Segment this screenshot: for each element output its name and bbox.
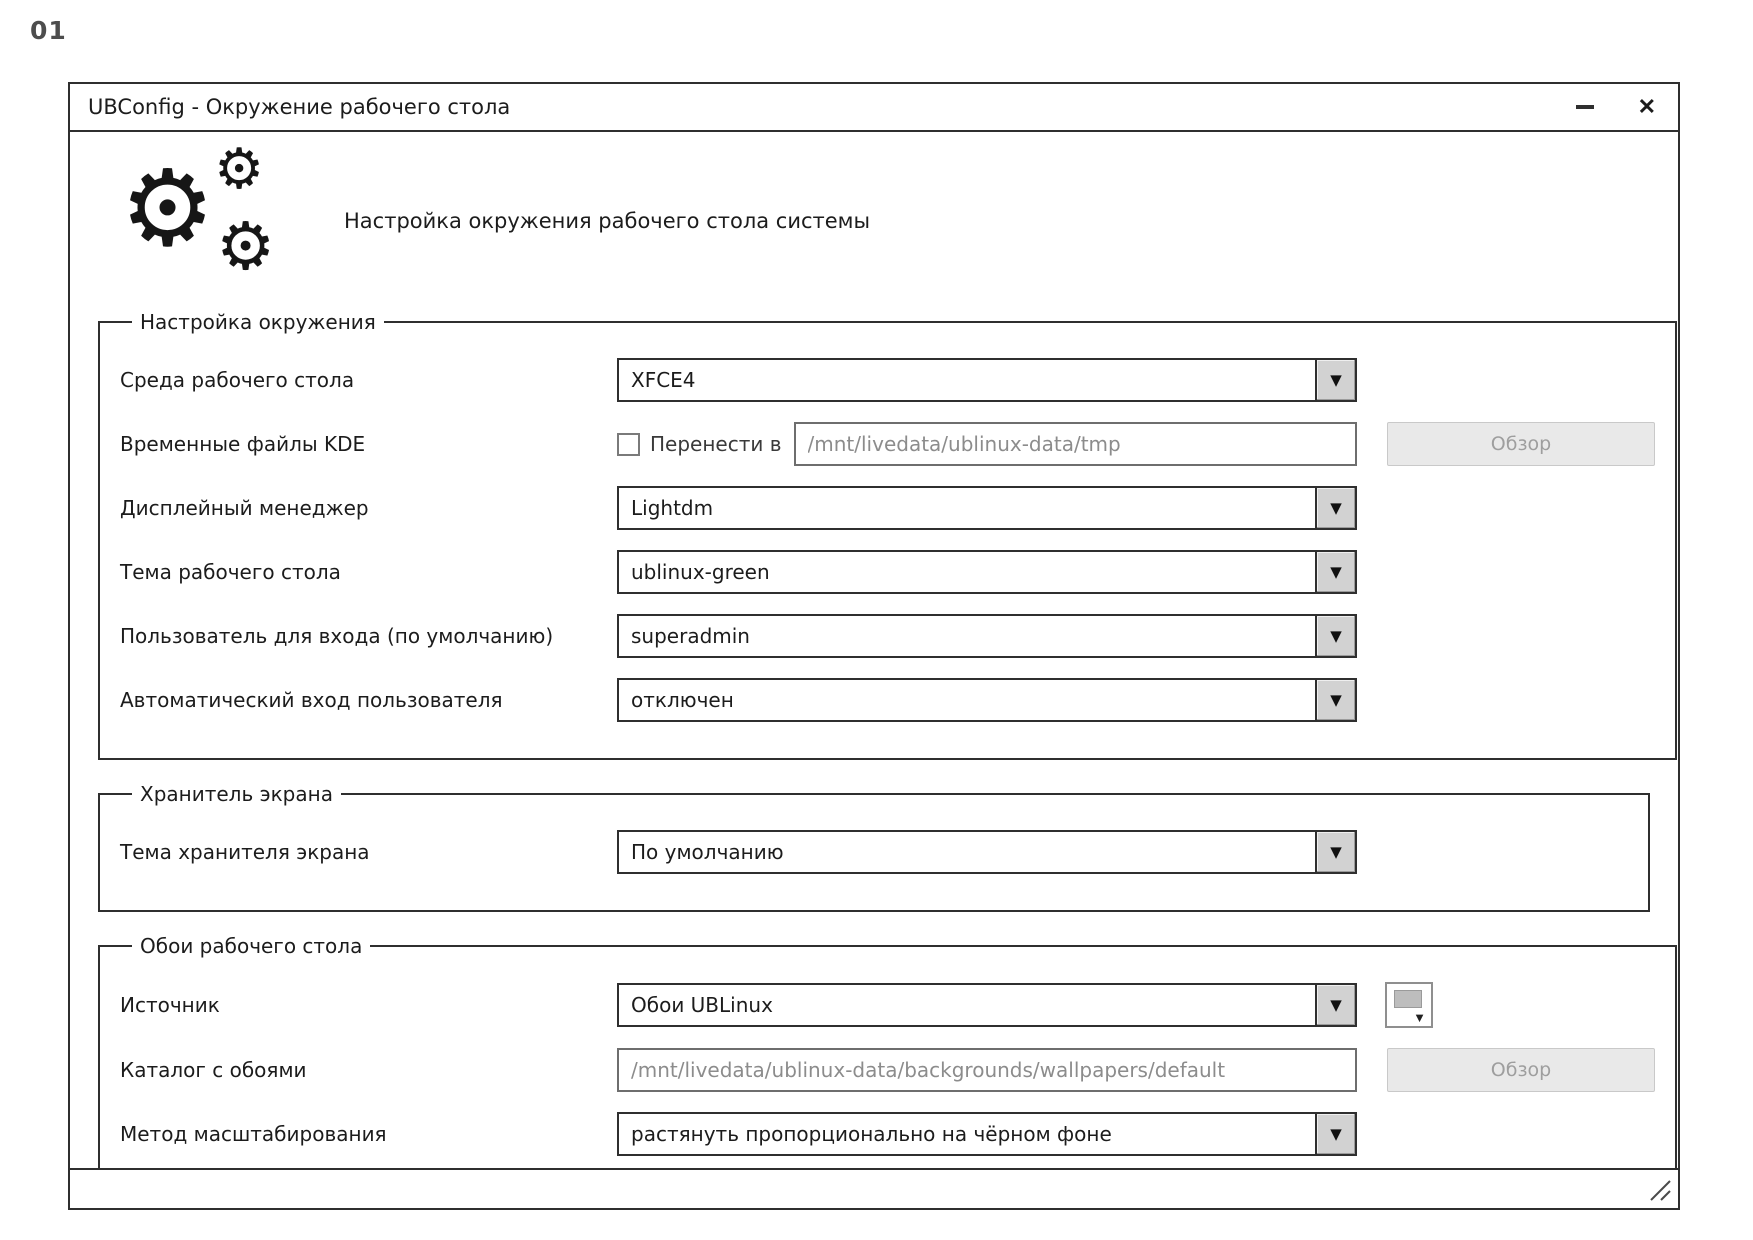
screensaver-theme-value: По умолчанию xyxy=(631,840,784,864)
group-screensaver-legend: Хранитель экрана xyxy=(140,782,333,806)
row-default-user xyxy=(120,614,1655,658)
swatch-icon xyxy=(1394,990,1422,1008)
wallpaper-directory-label: Каталог с обоями xyxy=(120,1058,307,1082)
window-title: UBConfig - Окружение рабочего стола xyxy=(88,95,511,119)
chevron-down-icon: ▼ xyxy=(1413,1010,1426,1025)
wallpaper-source-value: Обои UBLinux xyxy=(631,993,773,1017)
chevron-down-icon: ▼ xyxy=(1330,562,1342,581)
wallpaper-picker-button[interactable] xyxy=(1385,982,1433,1028)
display-manager-dropdown-button[interactable] xyxy=(1315,488,1355,528)
default-user-label: Пользователь для входа (по умолчанию) xyxy=(120,624,554,648)
desktop-environment-dropdown-button[interactable] xyxy=(1315,360,1355,400)
display-manager-label: Дисплейный менеджер xyxy=(120,496,369,520)
screensaver-theme-dropdown-button[interactable] xyxy=(1315,832,1355,872)
wallpaper-directory-input[interactable] xyxy=(617,1048,1357,1092)
kde-temp-controls xyxy=(617,422,1357,466)
app-window xyxy=(68,82,1680,1210)
desktop-theme-combobox[interactable] xyxy=(617,550,1357,594)
group-environment-legend: Настройка окружения xyxy=(140,310,376,334)
gear-medium-icon: ⚙ xyxy=(216,208,276,285)
kde-temp-path-input[interactable] xyxy=(794,422,1357,466)
screensaver-theme-combobox[interactable] xyxy=(617,830,1357,874)
window-titlebar xyxy=(70,84,1678,132)
status-bar xyxy=(70,1168,1678,1208)
wallpaper-source-combobox[interactable] xyxy=(617,983,1357,1027)
wallpaper-source-label: Источник xyxy=(120,993,220,1017)
row-auto-login xyxy=(120,678,1655,722)
resize-grip[interactable] xyxy=(1646,1177,1672,1203)
row-wallpaper-directory xyxy=(120,1048,1655,1092)
row-screensaver-theme xyxy=(120,830,1628,874)
window-content xyxy=(70,132,1678,1194)
close-icon: ✕ xyxy=(1637,94,1656,119)
chevron-down-icon: ▼ xyxy=(1330,370,1342,389)
kde-temp-browse-button[interactable]: Обзор xyxy=(1387,422,1655,466)
row-wallpaper-source xyxy=(120,982,1655,1028)
minimize-icon xyxy=(1576,105,1594,109)
screensaver-theme-label: Тема хранителя экрана xyxy=(120,840,370,864)
display-manager-value: Lightdm xyxy=(631,496,714,520)
row-display-manager xyxy=(120,486,1655,530)
gears-icon xyxy=(120,137,282,285)
row-kde-temp-files xyxy=(120,422,1655,466)
kde-temp-files-label: Временные файлы KDE xyxy=(120,432,366,456)
row-desktop-theme xyxy=(120,550,1655,594)
default-user-combobox[interactable] xyxy=(617,614,1357,658)
auto-login-dropdown-button[interactable] xyxy=(1315,680,1355,720)
header-subtitle: Настройка окружения рабочего стола системы xyxy=(344,209,871,233)
scaling-method-value: растянуть пропорционально на чёрном фоне xyxy=(631,1122,1112,1146)
move-to-checkbox[interactable] xyxy=(617,433,640,456)
wallpaper-source-dropdown-button[interactable] xyxy=(1315,985,1355,1025)
scaling-method-label: Метод масштабирования xyxy=(120,1122,387,1146)
group-wallpaper xyxy=(98,934,1677,1194)
desktop-environment-value: XFCE4 xyxy=(631,368,696,392)
default-user-dropdown-button[interactable] xyxy=(1315,616,1355,656)
chevron-down-icon: ▼ xyxy=(1330,842,1342,861)
minimize-button[interactable] xyxy=(1572,101,1598,113)
chevron-down-icon: ▼ xyxy=(1330,995,1342,1014)
group-environment xyxy=(98,310,1677,760)
chevron-down-icon: ▼ xyxy=(1330,626,1342,645)
scaling-method-dropdown-button[interactable] xyxy=(1315,1114,1355,1154)
display-manager-combobox[interactable] xyxy=(617,486,1357,530)
default-user-value: superadmin xyxy=(631,624,750,648)
desktop-theme-dropdown-button[interactable] xyxy=(1315,552,1355,592)
wallpaper-directory-browse-button[interactable]: Обзор xyxy=(1387,1048,1655,1092)
page-number-label: 01 xyxy=(30,16,67,45)
auto-login-combobox[interactable] xyxy=(617,678,1357,722)
desktop-environment-combobox[interactable] xyxy=(617,358,1357,402)
desktop-theme-label: Тема рабочего стола xyxy=(120,560,341,584)
header-row xyxy=(120,137,1656,285)
group-screensaver xyxy=(98,782,1650,912)
row-scaling-method xyxy=(120,1112,1655,1156)
chevron-down-icon: ▼ xyxy=(1330,1124,1342,1143)
close-button[interactable] xyxy=(1634,92,1660,122)
move-to-checkbox-label: Перенести в xyxy=(650,432,782,456)
chevron-down-icon: ▼ xyxy=(1330,690,1342,709)
window-controls xyxy=(1572,92,1660,122)
desktop-theme-value: ublinux-green xyxy=(631,560,770,584)
group-wallpaper-legend: Обои рабочего стола xyxy=(140,934,363,958)
chevron-down-icon: ▼ xyxy=(1330,498,1342,517)
auto-login-label: Автоматический вход пользователя xyxy=(120,688,503,712)
gear-small-icon: ⚙ xyxy=(214,137,265,202)
gear-large-icon: ⚙ xyxy=(120,147,216,270)
desktop-environment-label: Среда рабочего стола xyxy=(120,368,355,392)
scaling-method-combobox[interactable] xyxy=(617,1112,1357,1156)
row-desktop-environment xyxy=(120,358,1655,402)
auto-login-value: отключен xyxy=(631,688,734,712)
